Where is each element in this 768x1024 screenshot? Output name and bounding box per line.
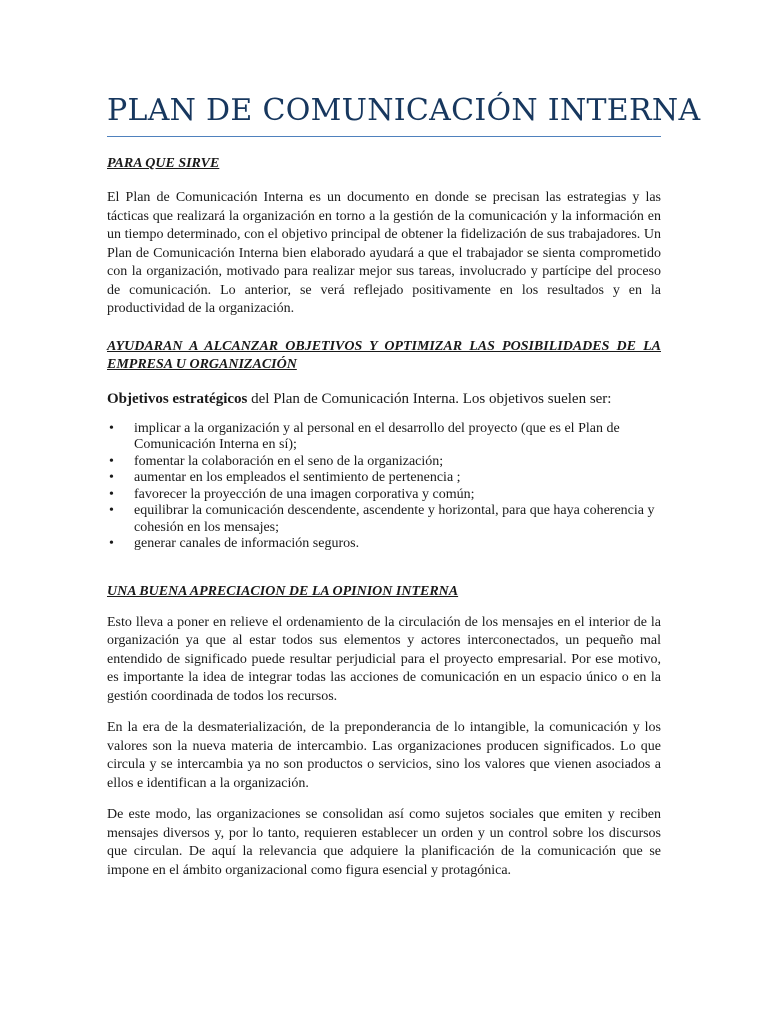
list-item-text: equilibrar la comunicación descendente, ascendente y horizontal, para que haya coherencia y cohesión en los mensajes;	[134, 503, 655, 535]
document-title: PLAN DE COMUNICACIÓN INTERNA	[107, 93, 701, 128]
section-paragraph-2: En la era de la desmaterialización, de la preponderancia de lo intangible, la comunicación y los valores son la nueva materia de intercambio. Las organizaciones producen significados. Lo que circula y se intercambia ya no son productos o servicios, sino los valores que vienen asociados a ellos e identifican a la organización.	[107, 720, 661, 791]
list-item-text: fomentar la colaboración en el seno de la organización;	[134, 453, 444, 469]
list-item	[107, 421, 661, 454]
bullet-icon: •	[109, 420, 114, 436]
list-item-text: favorecer la proyección de una imagen corporativa y común;	[134, 486, 475, 502]
list-item-text: aumentar en los empleados el sentimiento de pertenencia ;	[134, 470, 461, 485]
objectives-intro-bold: Objetivos estratégicos	[107, 390, 248, 407]
section-heading-opinion-interna: UNA BUENA APRECIACION DE LA OPINION INTERNA	[107, 583, 459, 599]
list-item	[107, 536, 661, 553]
bullet-icon: •	[109, 503, 114, 518]
document-body	[107, 88, 701, 880]
list-item-text: implicar a la organización y al personal en el desarrollo del proyecto (que es el Plan de Comunicación Interna en sí);	[134, 420, 620, 452]
objectives-list	[107, 421, 661, 553]
section-heading-objetivos: AYUDARAN A ALCANZAR OBJETIVOS Y OPTIMIZAR LAS POSIBILIDADES DE LA EMPRESA U ORGANIZACIÓN	[107, 338, 661, 372]
title-underline-rule	[107, 136, 661, 137]
section-paragraph-3: De este modo, las organizaciones se consolidan así como sujetos sociales que emiten y reciben mensajes diversos y, por lo tanto, requieren establecer un orden y un control sobre los discursos que circulan. De aquí la relevancia que adquiere la planificación de la comunicación que se impone en el ámbito organizacional como figura esencial y protagónica.	[107, 807, 661, 878]
list-item	[107, 487, 661, 504]
bullet-icon: •	[109, 486, 114, 502]
section-paragraph-1: Esto lleva a poner en relieve el ordenamiento de la circulación de los mensajes en el interior de la organización ya que al estar todos sus elementos y actores interconectados, un pequeño mal entendido de significado puede resultar perjudicial para el proyecto empresarial. Por ese motivo, es importante la idea de integrar todas las acciones de comunicación en un espacio único o en la gestión coordinada de todos los recursos.	[107, 614, 661, 704]
bullet-icon: •	[109, 470, 114, 485]
objectives-intro	[107, 390, 661, 409]
section-paragraph-purpose: El Plan de Comunicación Interna es un documento en donde se precisan las estrategias y las tácticas que realizará la organización en torno a la gestión de la comunicación y la información en un tiempo determinado, con el objetivo principal de obtener la fidelización de sus trabajadores. Un Plan de Comunicación Interna bien elaborado ayudará a que el trabajador se sienta comprometido con la organización, motivado para realizar mejor sus tareas, involucrado y partícipe del proceso de comunicación. Lo anterior, se verá reflejado positivamente en los resultados y en la productividad de la organización.	[107, 190, 661, 316]
list-item	[107, 454, 661, 471]
list-item	[107, 503, 661, 536]
section-heading-para-que-sirve: PARA QUE SIRVE	[107, 156, 220, 171]
objectives-intro-rest: del Plan de Comunicación Interna. Los objetivos suelen ser:	[247, 390, 612, 407]
bullet-icon: •	[109, 536, 114, 551]
list-item-text: generar canales de información seguros.	[134, 536, 360, 551]
list-item	[107, 470, 661, 487]
bullet-icon: •	[109, 453, 114, 469]
